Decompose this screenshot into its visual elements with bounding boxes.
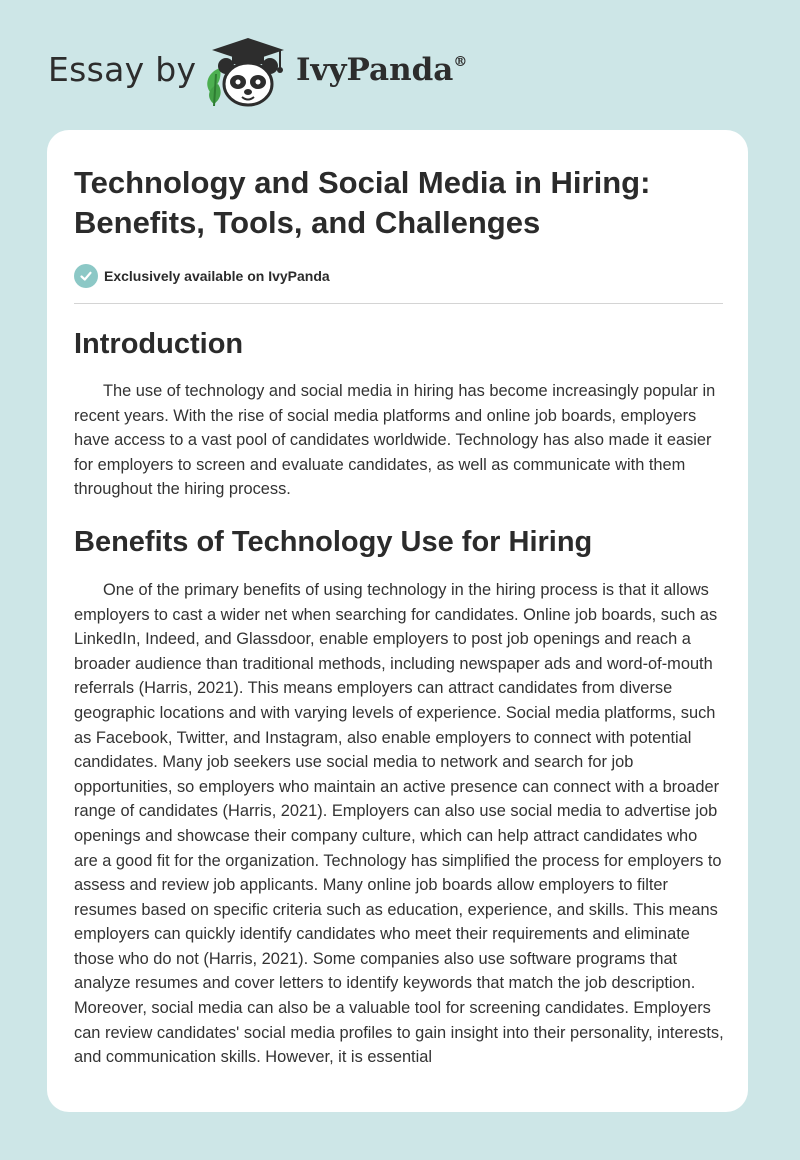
panda-graduate-icon[interactable] bbox=[200, 36, 290, 110]
brand-logo-text[interactable] bbox=[296, 52, 467, 88]
section-body-benefits: One of the primary benefits of using technology in the hiring process is that it allows employers to cast a wider net when searching for candidates. Online job boards, such as LinkedIn, Indeed, and Glassdoor, enable employers to post job openings and reach a broader audience than traditional methods, including newspaper ads and word-of-mouth referrals (Harris, 2021). This means employers can attract candidates from diverse geographic locations and with varying levels of experience. Social media platforms, such as Facebook, Twitter, and Instagram, also enable employers to connect with potential candidates. Many job seekers use social media to network and search for job opportunities, so employers who maintain an active presence can connect with a broader range of candidates (Harris, 2021). Employers can also use social media to advertise job openings and showcase their company culture, which can help attract candidates who are a good fit for the organization. Technology has simplified the process for employers to assess and review job applicants. Many online job boards allow employers to filter resumes based on specific criteria such as education, experience, and skills. This means employers can quickly identify candidates who meet their requirements and eliminate those who do not (Harris, 2021). Some companies also use software programs that analyze resumes and cover letters to identify keywords that match the job description. Moreover, social media can also be a valuable tool for screening candidates. Employers can review candidates' social media profiles to gain insight into their personality, interests, and communication skills. However, it is essential bbox=[74, 580, 724, 1067]
exclusive-badge bbox=[74, 263, 330, 289]
essay-by-label: Essay by bbox=[48, 50, 197, 89]
check-circle-icon bbox=[74, 264, 98, 288]
essay-content bbox=[74, 326, 724, 1070]
leaf-icon bbox=[207, 68, 220, 106]
badge-label: Exclusively available on IvyPanda bbox=[104, 268, 330, 284]
title-line-2: Benefits, Tools, and Challenges bbox=[74, 205, 541, 240]
brand-name: IvyPanda bbox=[296, 52, 454, 88]
title-divider bbox=[74, 303, 723, 304]
registered-mark: ® bbox=[453, 54, 468, 70]
section-body-introduction: The use of technology and social media in hiring has become increasingly popular in recent years. With the rise of social media platforms and online job boards, employers have access to a vast pool of candidates worldwide. Technology has also made it easier for employers to screen and evaluate candidates, as well as communicate with them throughout the hiring process. bbox=[74, 382, 716, 499]
site-header bbox=[0, 0, 800, 130]
title-line-1: Technology and Social Media in Hiring: bbox=[74, 165, 651, 200]
page-title bbox=[74, 163, 714, 243]
essay-card bbox=[47, 130, 748, 1112]
section-heading-benefits: Benefits of Technology Use for Hiring bbox=[74, 525, 593, 558]
section-heading-introduction: Introduction bbox=[74, 328, 244, 360]
